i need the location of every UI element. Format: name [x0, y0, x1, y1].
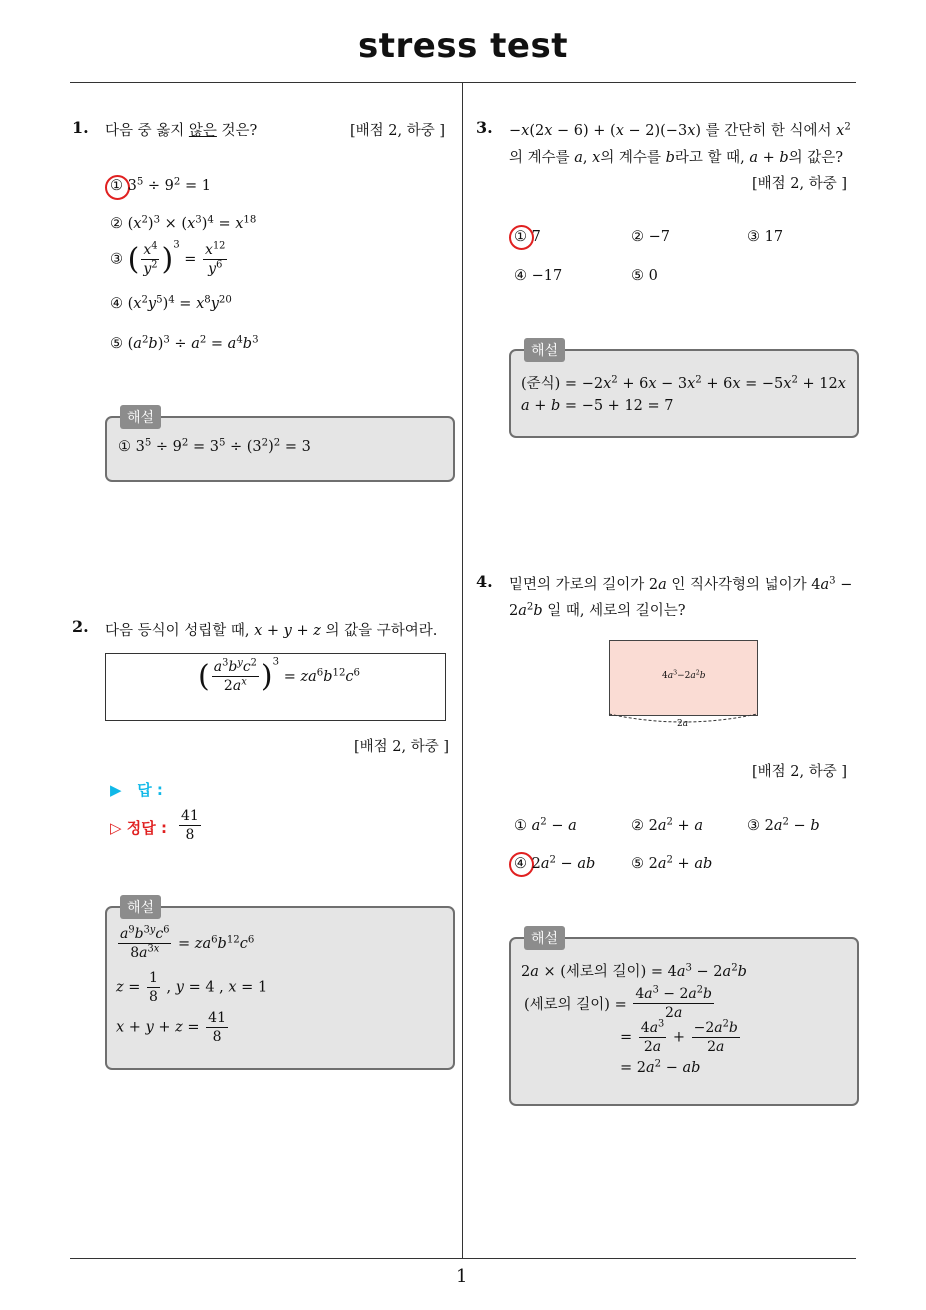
q4-option-5[interactable]: ⑤ $2a^2$ + ab [631, 854, 713, 872]
outline-arrow-icon: ▷ [110, 819, 122, 837]
q4-prompt-line-2: $2a^2b$ 일 때, 세로의 길이는? [509, 601, 686, 619]
q4-option-2[interactable]: ② $2a^2 + a$ [631, 816, 703, 834]
q3-option-1[interactable]: ① 7 [514, 229, 541, 245]
q1-option-1[interactable]: ① $3^5 \div 9^2 = 1$ [110, 176, 211, 194]
q2-solution-line-1: $\frac{a^9b^{3y}c^6}{8a^{3x}}$ = $za^6b^{12}c^6$ [120, 924, 255, 962]
play-arrow-icon: ▶ [110, 781, 122, 799]
page-number: 1 [456, 1266, 468, 1287]
q1-option-4[interactable]: ④ $(x^2y^5)^4 = x^8y^{20}$ [110, 294, 232, 312]
q2-prompt: 다음 등식이 성립할 때, x + y + z 의 값을 구하여라. [105, 623, 438, 639]
q2-solution-tag: 해설 [120, 895, 161, 919]
q4-option-1[interactable]: ① $a^2 - a$ [514, 816, 577, 834]
q1-option-2[interactable]: ② $(x^2)^3 \times (x^3)^4 = x^{18}$ [110, 214, 257, 232]
q3-solution-line-2: a + b = −5 + 12 = 7 [521, 398, 674, 414]
q3-solution-box [509, 349, 859, 438]
q4-solution-line-1: 2a × (세로의 길이) = $4a^3 - 2a^2b$ [521, 962, 747, 980]
q2-correct-label: ▷ 정답 : [110, 819, 167, 837]
q3-option-4[interactable]: ④ −17 [514, 268, 563, 284]
q1-prompt: 다음 중 옳지 않은 것은? [105, 123, 258, 139]
top-rule [70, 82, 856, 83]
page-title: stress test [358, 26, 568, 66]
q4-solution-line-4: = $2a^2$ − ab [620, 1058, 701, 1076]
q4-solution-line-3: = $\frac{4a^3}{2a}$ + $\frac{-2a^2b}{2a}$ [620, 1018, 738, 1056]
q1-solution-text: ① $3^5 \div 9^2 = 3^5 \div (3^2)^2 = 3$ [118, 437, 311, 455]
q2-answer-row: ▶ 답 : [110, 781, 163, 799]
q3-prompt-line-2: 의 계수를 a, x의 계수를 b라고 할 때, a + b의 값은? [509, 150, 844, 166]
q4-solution-line-2: (세로의 길이) = $\frac{4a^3 - 2a^2b}{2a}$ [524, 984, 712, 1022]
q1-solution-tag: 해설 [120, 405, 161, 429]
q1-meta: [배점 2, 하중 ] [350, 123, 446, 139]
q4-option-3[interactable]: ③ $2a^2 - b$ [747, 816, 820, 834]
q4-solution-tag: 해설 [524, 926, 565, 950]
q3-solution-tag: 해설 [524, 338, 565, 362]
q2-correct-value: $\frac{41}{8}$ [181, 808, 199, 844]
q2-solution-line-2: z = $\frac{1}{8}$ , y = 4 , x = 1 [116, 970, 268, 1006]
q4-option-4[interactable]: ④ $2a^2$ − ab [514, 854, 596, 872]
q2-number: 2. [72, 617, 89, 636]
q1-option-3[interactable]: ③ ( $\frac{x^4}{y^2}$ )$^3$ = $\frac{x^{12}}{y^6}$ [110, 239, 226, 278]
q3-number: 3. [476, 118, 493, 137]
q3-option-5[interactable]: ⑤ 0 [631, 268, 658, 284]
q4-width-label: 2a [677, 719, 689, 729]
q3-option-3[interactable]: ③ 17 [747, 229, 784, 245]
q3-meta: [배점 2, 하중 ] [752, 176, 848, 192]
q3-prompt-line-1: −x(2x − 6) + (x − 2)(−3x) 를 간단히 한 식에서 $x^2$ [509, 121, 851, 139]
q4-prompt-line-1: 밑면의 가로의 길이가 2a 인 직사각형의 넓이가 $4a^3$ − [509, 575, 853, 593]
q3-option-2[interactable]: ② −7 [631, 229, 670, 245]
q2-meta: [배점 2, 하중 ] [354, 739, 450, 755]
column-divider [462, 83, 463, 1258]
q3-solution-line-1: (준식) = $-2x^2 + 6x - 3x^2 + 6x = -5x^2 + 12x$ [521, 374, 846, 392]
q4-number: 4. [476, 572, 493, 591]
bottom-rule [70, 1258, 856, 1259]
q4-meta: [배점 2, 하중 ] [752, 764, 848, 780]
q1-option-5[interactable]: ⑤ $(a^2b)^3 \div a^2 = a^4b^3$ [110, 334, 259, 352]
q2-equation: ( $\frac{a^3b^yc^2}{2a^x}$ )$^3 = za^6b^{12}c^6$ [198, 656, 360, 695]
q1-number: 1. [72, 118, 89, 137]
q2-solution-line-3: x + y + z = $\frac{41}{8}$ [116, 1010, 226, 1046]
q4-area-label: $4a^3-2a^2b$ [662, 669, 706, 681]
